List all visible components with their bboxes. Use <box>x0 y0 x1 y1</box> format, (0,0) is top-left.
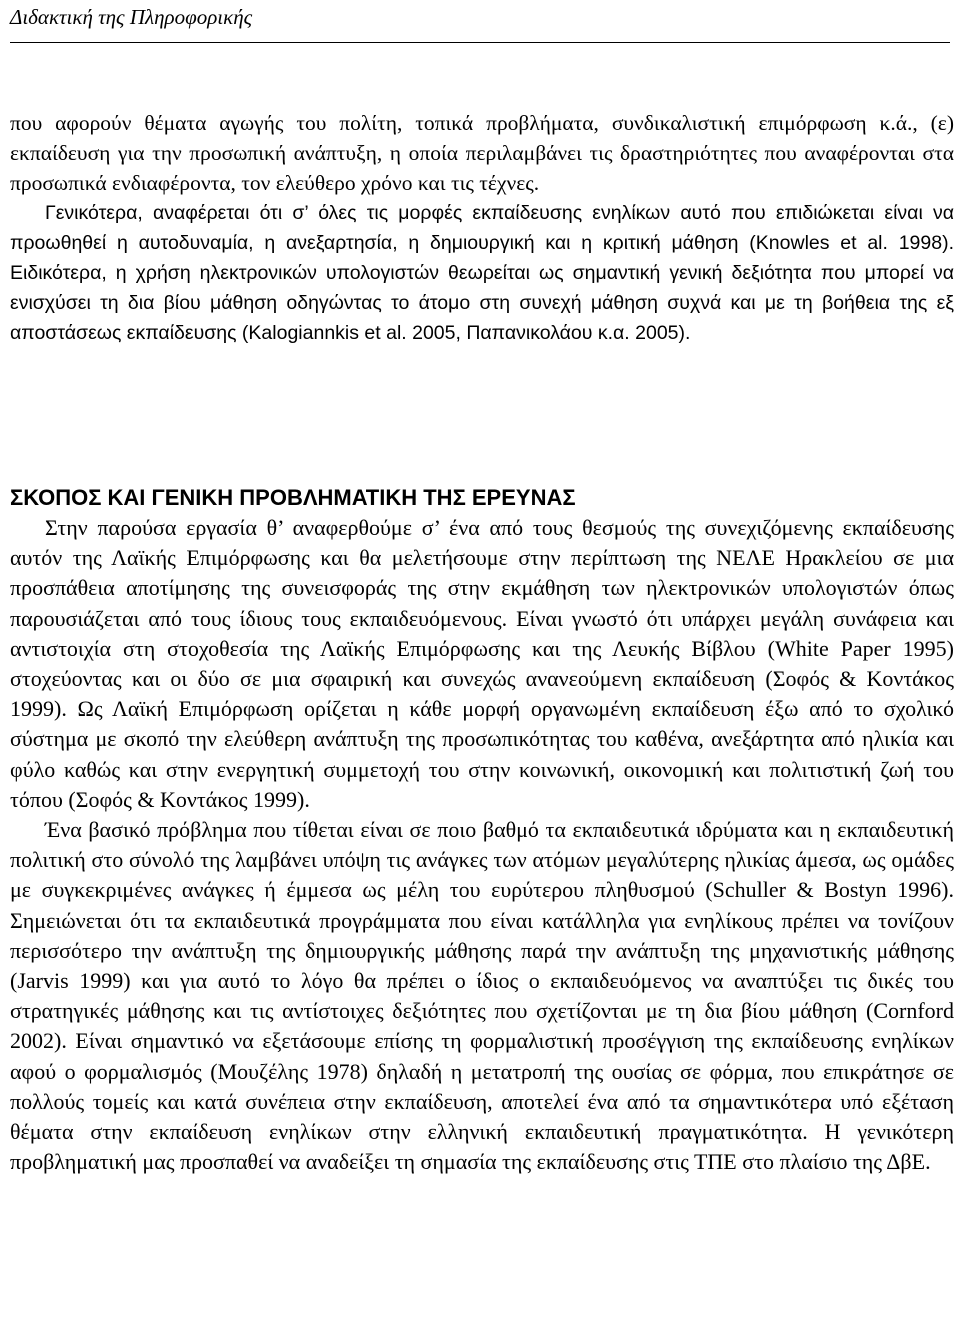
section-heading: ΣΚΟΠΟΣ ΚΑΙ ΓΕΝΙΚΗ ΠΡΟΒΛΗΜΑΤΙΚΗ ΤΗΣ ΕΡΕΥΝΑΣ <box>10 485 576 510</box>
section-intro-continuation <box>10 108 954 348</box>
running-header-title: Διδακτική της Πληροφορικής <box>10 5 253 29</box>
paragraph-adult-education: Γενικότερα, αναφέρεται ότι σ’ όλες τις μορφές εκπαίδευσης ενηλίκων αυτό που επιδιώκεται είναι να προωθηθεί η αυτοδυναμία, η ανεξαρτησία, η δημιουργική και η κριτική μάθηση (Knowles et al. 1998). Ειδικότερα, η χρήση ηλεκτρονικών υπολογιστών θεωρείται ως σημαντική γενική δεξιότητα που μπορεί να ενισχύσει τη δια βίου μάθηση οδηγώντας το άτομο στη συνεχή μάθηση συχνά και με τη βοήθεια της εξ αποστάσεως εκπαίδευσης (Kalogiannkis et al. 2005, Παπανικολάου κ.α. 2005). <box>10 202 954 344</box>
paragraph-present-study: Στην παρούσα εργασία θ’ αναφερθούμε σ’ ένα από τους θεσμούς της συνεχιζόμενης εκπαίδευσης αυτόν της Λαϊκής Επιμόρφωσης και θα μελετήσουμε στην περίπτωση της ΝΕΛΕ Ηρακλείου σε μια προσπάθεια αποτίμησης της συνεισφοράς της στην εκμάθηση των ηλεκτρονικών υπολογιστών όπως παρουσιάζεται από τους ίδιους τους εκπαιδευόμενους. Είναι γνωστό ότι υπάρχει μεγάλη συνάφεια και αντιστοιχία στη στοχοθεσία της Λαϊκής Επιμόρφωσης και της Λευκής Βίβλου (White Paper 1995) στοχεύοντας και οι δύο σε μια σφαιρική και συνεχώς ανανεούμενη εκπαίδευση (Σοφός & Κοντάκος 1999). Ως Λαϊκή Επιμόρφωση ορίζεται η κάθε μορφή οργανωμένη εκπαίδευση έξω από το σχολικό σύστημα με σκοπό την ελεύθερη ανάπτυξη της προσωπικότητας του καθένα, ανεξάρτητα από ηλικία και φύλο καθώς και στην ενεργητική συμμετοχή του στην κοινωνική, οικονομική και πολιτιστική ζωή του τόπου (Σοφός & Κοντάκος 1999). <box>10 515 954 812</box>
header-divider <box>10 42 950 43</box>
section-aim-and-problem <box>10 483 954 1177</box>
paragraph-basic-problem: Ένα βασικό πρόβλημα που τίθεται είναι σε ποιο βαθμό τα εκπαιδευτικά ιδρύματα και η εκπαιδευτική πολιτική στο σύνολό της λαμβάνει υπόψη τις ανάγκες των ατόμων μεγαλύτερης ηλικίας άμεσα, ως ομάδες με συγκεκριμένες ανάγκες ή έμμεσα ως μέλη του ευρύτερου πληθυσμού (Schuller & Bostyn 1996). Σημειώνεται ότι τα εκπαιδευτικά προγράμματα που είναι κατάλληλα για ενηλίκους πρέπει να τονίζουν περισσότερο την ανάπτυξη της δημιουργικής μάθησης παρά την ανάπτυξη της μηχανιστικής μάθησης (Jarvis 1999) και για αυτό το λόγο θα πρέπει ο ίδιος ο εκπαιδευόμενος να αναπτύξει τις δικές του στρατηγικές μάθησης και τις αντίστοιχες δεξιότητες που σχετίζονται με τη δια βίου μάθηση (Cornford 2002). Είναι σημαντικό να εξετάσουμε επίσης τη φορμαλιστική προσέγγιση της εκπαίδευσης ενηλίκων αφού ο φορμαλισμός (Μουζέλης 1978) δηλαδή η μετατροπή της ουσίας σε φόρμα, που επικράτησε σε πολλούς τομείς και κατά συνέπεια στην εκπαίδευση, αποτελεί ένα από τα σημαντικότερα υπό εξέταση θέματα στην εκπαίδευση ενηλίκων στην ελληνική εκπαιδευτική πραγματικότητα. Η γενικότερη προβληματική μας προσπαθεί να αναδείξει τη σημασία της εκπαίδευσης στις ΤΠΕ στο πλαίσιο της ΔβΕ. <box>10 817 954 1175</box>
paragraph-continuation: που αφορούν θέματα αγωγής του πολίτη, τοπικά προβλήματα, συνδικαλιστική επιμόρφωση κ.ά., (ε) εκπαίδευση για την προσωπική ανάπτυξη, η οποία περιλαμβάνει τις δραστηριότητες που αναφέρονται στα προσωπικά ενδιαφέροντα, τον ελεύθερο χρόνο και τις τέχνες. <box>10 111 954 195</box>
